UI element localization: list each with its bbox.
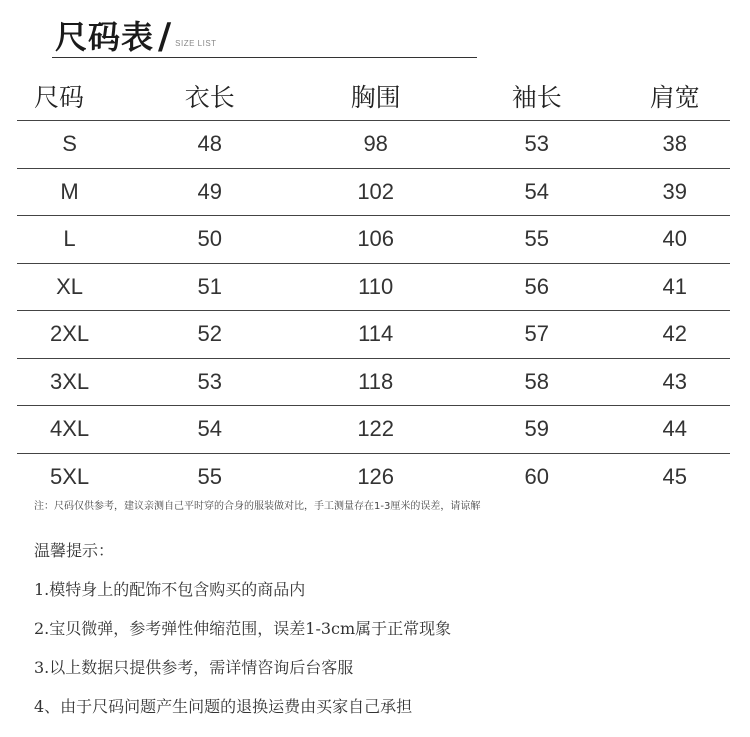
cell-size: 5XL (49, 463, 90, 489)
cell-sleeve: 55 (454, 216, 620, 264)
cell-shoulder: 43 (620, 358, 730, 406)
table-row (17, 358, 730, 406)
title-divider (52, 57, 477, 58)
header-size: 尺码 (17, 72, 122, 121)
table-row (17, 453, 730, 500)
cell-shoulder: 42 (620, 311, 730, 359)
cell-shoulder: 39 (620, 168, 730, 216)
cell-length: 54 (122, 406, 297, 454)
cell-shoulder: 45 (662, 463, 688, 489)
page-header (55, 12, 217, 58)
cell-chest: 118 (298, 358, 454, 406)
cell-chest: 98 (298, 121, 454, 169)
table-row (17, 406, 730, 454)
cell-shoulder: 38 (620, 121, 730, 169)
cell-size: 3XL (17, 358, 122, 406)
tip-item: 1.模特身上的配饰不包含购买的商品内 (34, 580, 306, 599)
tip-item: 4、由于尺码问题产生问题的退换运费由买家自己承担 (34, 697, 413, 716)
cell-size: S (17, 121, 122, 169)
cell-shoulder: 44 (620, 406, 730, 454)
page-title: 尺码表 (55, 18, 155, 56)
cell-length: 49 (122, 168, 297, 216)
cell-chest: 102 (298, 168, 454, 216)
cell-sleeve: 60 (524, 463, 549, 489)
cell-size: 2XL (17, 311, 122, 359)
table-row (17, 216, 730, 264)
cell-sleeve: 56 (454, 263, 620, 311)
cell-size: XL (17, 263, 122, 311)
table-row (17, 263, 730, 311)
cell-length: 52 (122, 311, 297, 359)
cell-sleeve: 54 (454, 168, 620, 216)
cell-size: M (17, 168, 122, 216)
header-length: 衣长 (122, 72, 297, 121)
cell-length: 51 (122, 263, 297, 311)
tips-section (34, 538, 451, 733)
cell-chest: 106 (298, 216, 454, 264)
cell-sleeve: 58 (454, 358, 620, 406)
table-row (17, 311, 730, 359)
table-row (17, 168, 730, 216)
header-chest: 胸围 (298, 72, 454, 121)
table-header-row (17, 72, 730, 121)
cell-size: 4XL (17, 406, 122, 454)
cell-chest: 126 (357, 463, 395, 489)
tip-item: 3.以上数据只提供参考，需详情咨询后台客服 (34, 658, 354, 677)
tip-item: 2.宝贝微弹，参考弹性伸缩范围，误差1-3cm属于正常现象 (34, 619, 452, 638)
measurement-note: 注：尺码仅供参考，建议亲测自己平时穿的合身的服装做对比，手工测量存在1-3厘米的误差，请谅解 (34, 501, 481, 512)
cell-shoulder: 41 (620, 263, 730, 311)
cell-length: 48 (122, 121, 297, 169)
cell-chest: 114 (298, 311, 454, 359)
cell-sleeve: 57 (454, 311, 620, 359)
cell-size: L (17, 216, 122, 264)
cell-length: 55 (197, 463, 223, 489)
cell-length: 50 (122, 216, 297, 264)
cell-length: 53 (122, 358, 297, 406)
cell-sleeve: 59 (454, 406, 620, 454)
tips-list (34, 577, 451, 733)
page-subtitle: SIZE LIST (175, 39, 217, 48)
title-slash: / (158, 16, 172, 57)
size-table (17, 72, 730, 500)
cell-chest: 122 (298, 406, 454, 454)
table-row (17, 121, 730, 169)
cell-sleeve: 53 (454, 121, 620, 169)
cell-chest: 110 (298, 263, 454, 311)
header-shoulder: 肩宽 (620, 72, 730, 121)
tips-title: 温馨提示： (34, 541, 115, 560)
cell-shoulder: 40 (620, 216, 730, 264)
header-sleeve: 袖长 (454, 72, 620, 121)
